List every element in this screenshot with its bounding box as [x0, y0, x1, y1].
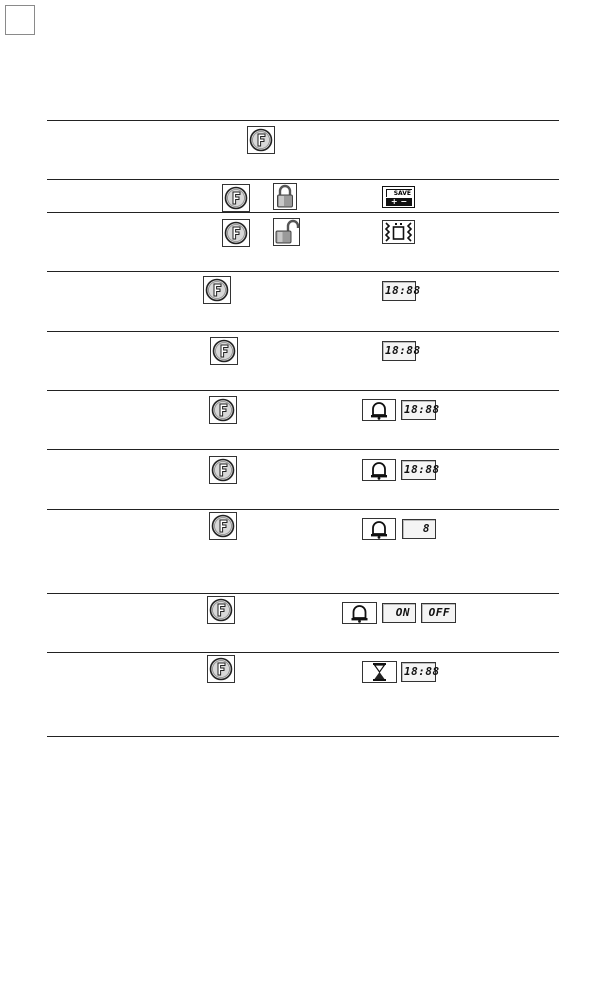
function-icon	[207, 596, 235, 624]
padlock-open-icon	[273, 218, 300, 246]
table-rule	[47, 271, 559, 272]
table-rule	[47, 593, 559, 594]
function-icon	[209, 456, 237, 484]
lcd-display: 18:88	[382, 341, 416, 361]
save-icon	[382, 186, 415, 208]
bell-icon	[362, 459, 396, 481]
table-rule	[47, 390, 559, 391]
lcd-display: 8	[402, 519, 436, 539]
table-rule	[47, 652, 559, 653]
function-icon	[209, 396, 237, 424]
vibration-icon	[382, 220, 415, 244]
save-icon-top-label: SAVE	[386, 189, 412, 197]
function-icon	[209, 512, 237, 540]
function-icon	[210, 337, 238, 365]
lcd-display: 18:88	[401, 460, 436, 480]
corner-marker-box	[5, 5, 35, 35]
lcd-display: 18:88	[401, 662, 436, 682]
hourglass-icon	[362, 661, 397, 683]
lcd-display-off: OFF	[421, 603, 456, 623]
function-icon	[247, 126, 275, 154]
bell-icon	[362, 518, 396, 540]
function-icon	[207, 655, 235, 683]
table-rule	[47, 449, 559, 450]
table-rule	[47, 179, 559, 180]
lcd-display: 18:88	[401, 400, 436, 420]
bell-icon	[342, 602, 377, 624]
table-rule	[47, 509, 559, 510]
function-icon	[203, 276, 231, 304]
bell-icon	[362, 399, 396, 421]
padlock-closed-icon	[273, 183, 297, 210]
save-icon-bottom-label: + −	[386, 198, 412, 206]
table-rule	[47, 212, 559, 213]
function-icon	[222, 219, 250, 247]
table-rule	[47, 120, 559, 121]
table-rule	[47, 736, 559, 737]
table-rule	[47, 331, 559, 332]
lcd-display: 18:88	[382, 281, 416, 301]
function-icon	[222, 184, 250, 212]
lcd-display-on: ON	[382, 603, 416, 623]
